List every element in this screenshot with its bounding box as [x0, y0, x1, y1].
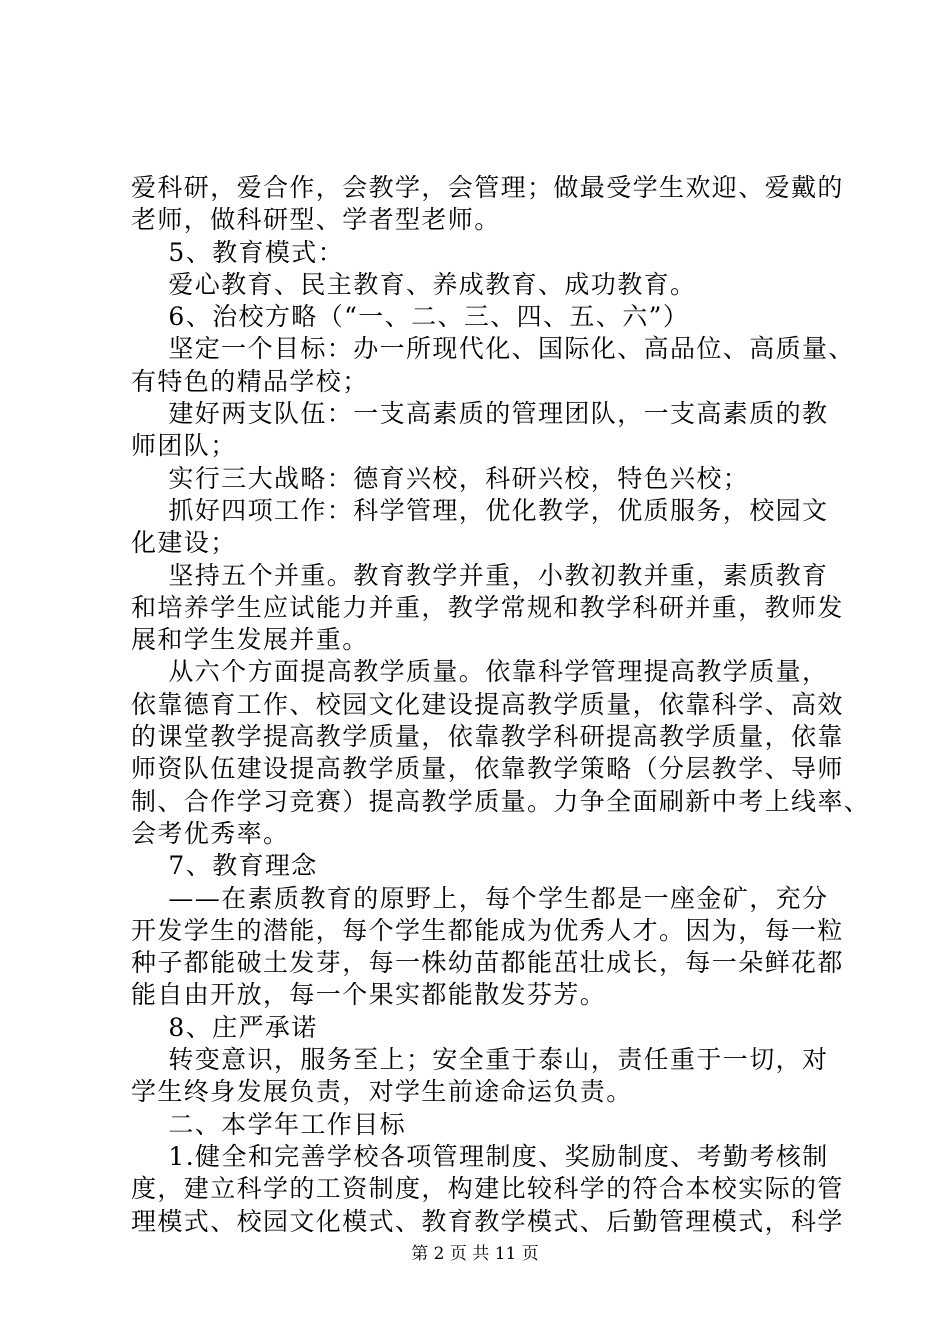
text-line: 从六个方面提高教学质量。依靠科学管理提高教学质量，: [131, 657, 829, 687]
section-heading: 二、本学年工作目标: [131, 1109, 406, 1139]
text-line: 建好两支队伍：一支高素质的管理团队，一支高素质的教: [131, 399, 829, 429]
text-line: 学生终身发展负责，对学生前途命运负责。: [131, 1077, 633, 1107]
text-line: ——在素质教育的原野上，每个学生都是一座金矿，充分: [131, 883, 829, 913]
text-line: 能自由开放，每一个果实都能散发芬芳。: [131, 980, 607, 1010]
text-line: 制、合作学习竞赛）提高教学质量。力争全面刷新中考上线率、: [131, 786, 871, 816]
text-line: 实行三大战略：德育兴校，科研兴校，特色兴校；: [131, 463, 750, 493]
text-line: 师团队；: [131, 431, 237, 461]
text-line: 老师，做科研型、学者型老师。: [131, 205, 501, 235]
text-line: 会考优秀率。: [131, 818, 290, 848]
text-line: 坚定一个目标：办一所现代化、国际化、高品位、高质量、: [131, 334, 855, 364]
body-text: [131, 172, 871, 1238]
text-line: 开发学生的潜能，每个学生都能成为优秀人才。因为，每一粒: [131, 915, 844, 945]
text-line: 坚持五个并重。教育教学并重，小教初教并重，素质教育: [131, 560, 829, 590]
text-line: 化建设；: [131, 528, 237, 558]
page-number-footer: 第 2 页 共 11 页: [411, 1244, 539, 1264]
text-line: 依靠德育工作、校园文化建设提高教学质量，依靠科学、高效: [131, 689, 844, 719]
text-line: 爱心教育、民主教育、养成教育、成功教育。: [131, 269, 697, 299]
text-line: 和培养学生应试能力并重，教学常规和教学科研并重，教师发: [131, 592, 844, 622]
text-line: 1.健全和完善学校各项管理制度、奖励制度、考勤考核制: [131, 1141, 829, 1171]
section-heading: 5、教育模式：: [131, 237, 345, 267]
text-line: 抓好四项工作：科学管理，优化教学，优质服务，校园文: [131, 495, 829, 525]
text-line: 理模式、校园文化模式、教育教学模式、后勤管理模式，科学: [131, 1206, 844, 1236]
text-line: 种子都能破土发芽，每一株幼苗都能茁壮成长，每一朵鲜花都: [131, 948, 844, 978]
text-line: 转变意识，服务至上；安全重于泰山，责任重于一切，对: [131, 1045, 829, 1075]
text-line: 师资队伍建设提高教学质量，依靠教学策略（分层教学、导师: [131, 754, 844, 784]
text-line: 爱科研，爱合作，会教学，会管理；做最受学生欢迎、爱戴的: [131, 173, 844, 202]
section-heading: 6、治校方略（“一、二、三、四、五、六”）: [131, 302, 690, 332]
section-heading: 8、庄严承诺: [131, 1012, 318, 1042]
section-heading: 7、教育理念: [131, 851, 318, 881]
text-line: 展和学生发展并重。: [131, 625, 369, 655]
text-line: 有特色的精品学校；: [131, 366, 369, 396]
text-line: 的课堂教学提高教学质量，依靠教学科研提高教学质量，依靠: [131, 722, 844, 752]
text-line: 度，建立科学的工资制度，构建比较科学的符合本校实际的管: [131, 1174, 844, 1204]
